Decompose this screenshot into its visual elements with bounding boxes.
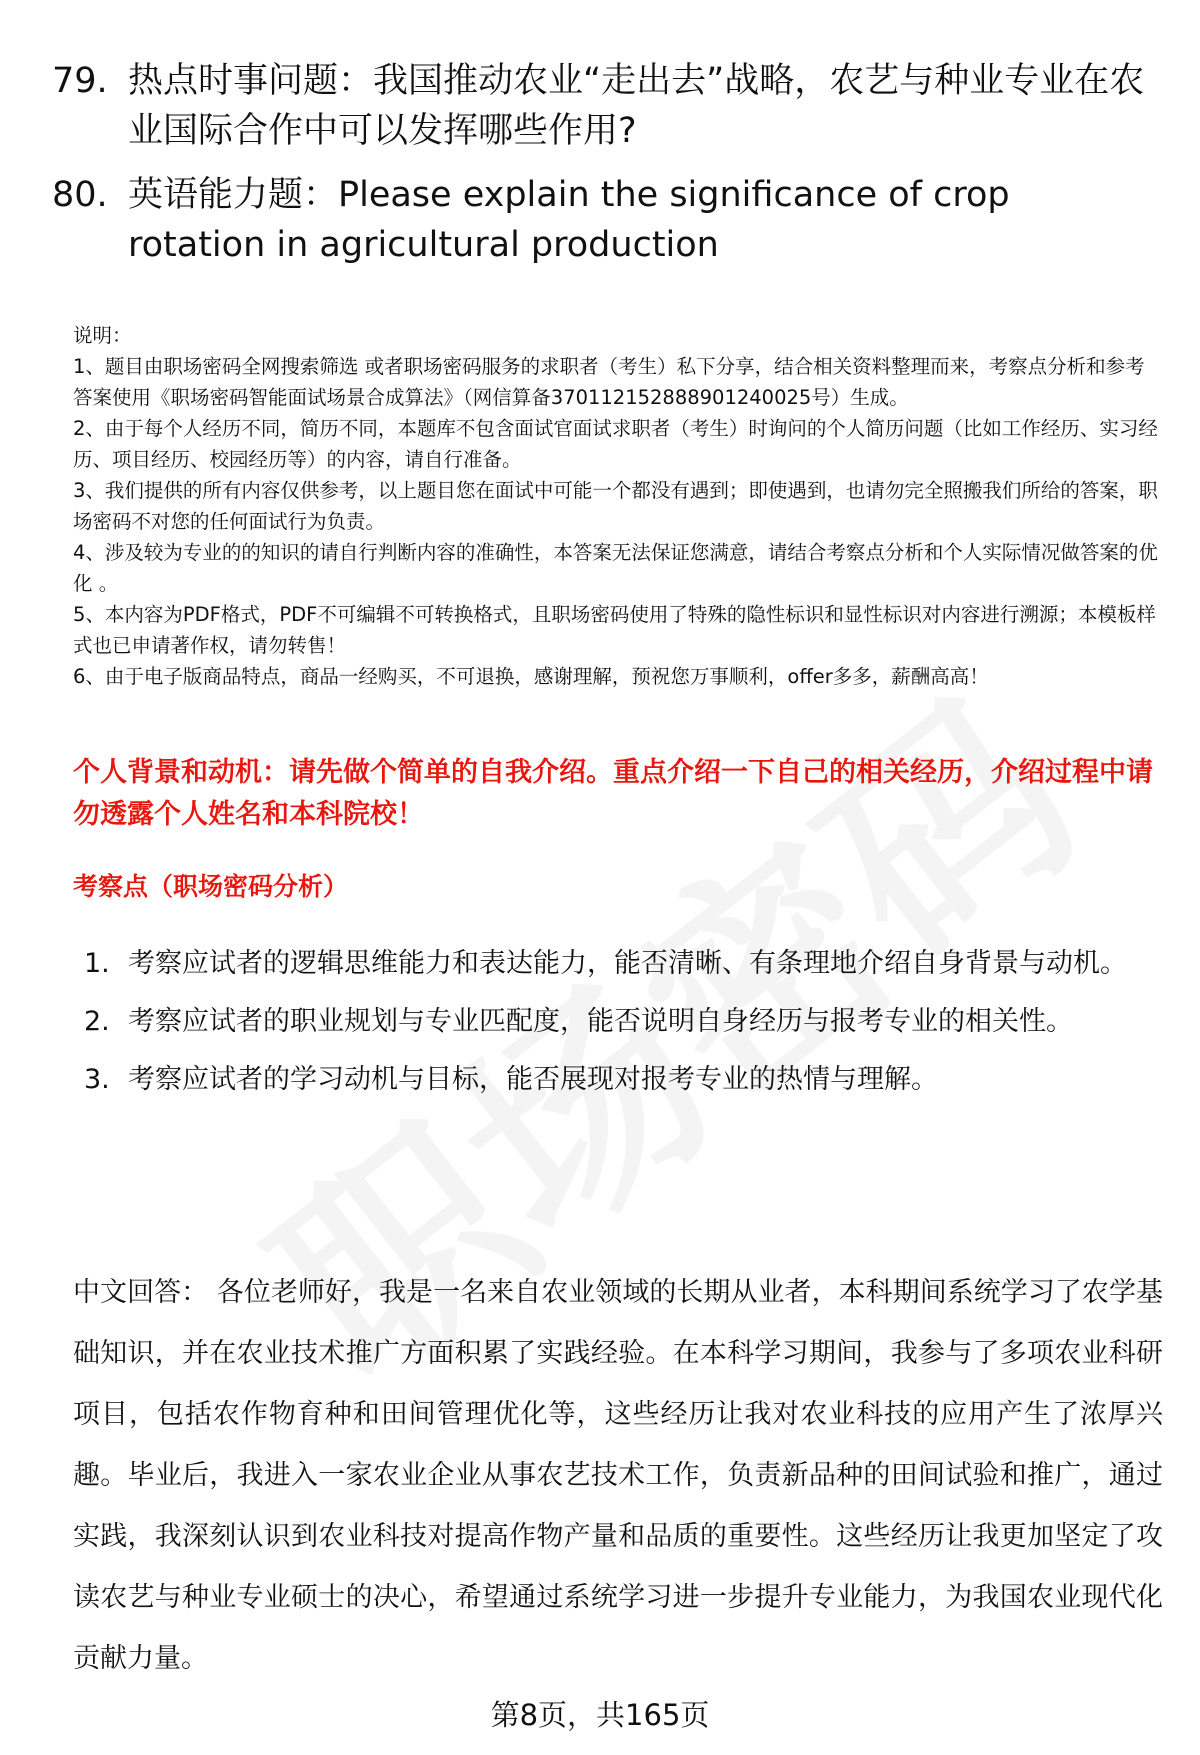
list-item: [84, 935, 1164, 993]
page-footer: 第8页，共165页: [490, 1698, 710, 1732]
question-79: [52, 56, 1152, 156]
list-number: 2.: [84, 1006, 110, 1037]
list-text: 考察应试者的学习动机与目标，能否展现对报考专业的热情与理解。: [128, 1064, 938, 1095]
note-item: 5、本内容为PDF格式，PDF不可编辑不可转换格式，且职场密码使用了特殊的隐性标识和显性标识对内容进行溯源；本模板样式也已申请著作权，请勿转售！: [73, 603, 1156, 657]
background-question: 个人背景和动机：请先做个简单的自我介绍。重点介绍一下自己的相关经历，介绍过程中请勿透露个人姓名和本科院校！: [73, 757, 1153, 830]
note-item: 4、涉及较为专业的的知识的请自行判断内容的准确性，本答案无法保证您满意，请结合考察点分析和个人实际情况做答案的优化 。: [73, 541, 1158, 595]
note-item: 2、由于每个人经历不同，简历不同，本题库不包含面试官面试求职者（考生）时询问的个人简历问题（比如工作经历、实习经历、项目经历、校园经历等）的内容，请自行准备。: [73, 417, 1158, 471]
question-number: 79.: [52, 61, 108, 101]
question-80: [52, 170, 1152, 270]
note-item: 3、我们提供的所有内容仅供参考，以上题目您在面试中可能一个都没有遇到；即使遇到，也请勿完全照搬我们所给的答案，职场密码不对您的任何面试行为负责。: [73, 479, 1158, 533]
list-number: 3.: [84, 1064, 110, 1095]
notes-heading: 说明：: [73, 324, 132, 347]
list-number: 1.: [84, 948, 110, 979]
question-text: 英语能力题：Please explain the significance of crop rotation in agricultural production: [128, 175, 1010, 265]
analysis-points: [84, 935, 1164, 1109]
kaochadian-heading: 考察点（职场密码分析）: [73, 872, 349, 901]
list-item: [84, 1051, 1164, 1109]
list-text: 考察应试者的逻辑思维能力和表达能力，能否清晰、有条理地介绍自身背景与动机。: [128, 948, 1127, 979]
list-item: [84, 993, 1164, 1051]
question-number: 80.: [52, 175, 108, 215]
note-item: 6、由于电子版商品特点，商品一经购买，不可退换，感谢理解，预祝您万事顺利，offer多多，薪酬高高！: [73, 665, 989, 688]
note-item: 1、题目由职场密码全网搜索筛选 或者职场密码服务的求职者（考生）私下分享，结合相关资料整理而来，考察点分析和参考答案使用《职场密码智能面试场景合成算法》（网信算备370112152888901240025号）生成。: [73, 355, 1145, 409]
chinese-answer: 中文回答： 各位老师好，我是一名来自农业领域的长期从业者，本科期间系统学习了农学基础知识，并在农业技术推广方面积累了实践经验。在本科学习期间，我参与了多项农业科研项目，包括农作物育种和田间管理优化等，这些经历让我对农业科技的应用产生了浓厚兴趣。毕业后，我进入一家农业企业从事农艺技术工作，负责新品种的田间试验和推广，通过实践，我深刻认识到农业科技对提高作物产量和品质的重要性。这些经历让我更加坚定了攻读农艺与种业专业硕士的决心，希望通过系统学习进一步提升专业能力，为我国农业现代化贡献力量。: [73, 1277, 1163, 1674]
question-text: 热点时事问题：我国推动农业“走出去”战略，农艺与种业专业在农业国际合作中可以发挥哪些作用?: [128, 61, 1145, 151]
list-text: 考察应试者的职业规划与专业匹配度，能否说明自身经历与报考专业的相关性。: [128, 1006, 1073, 1037]
notes-section: [73, 320, 1158, 692]
